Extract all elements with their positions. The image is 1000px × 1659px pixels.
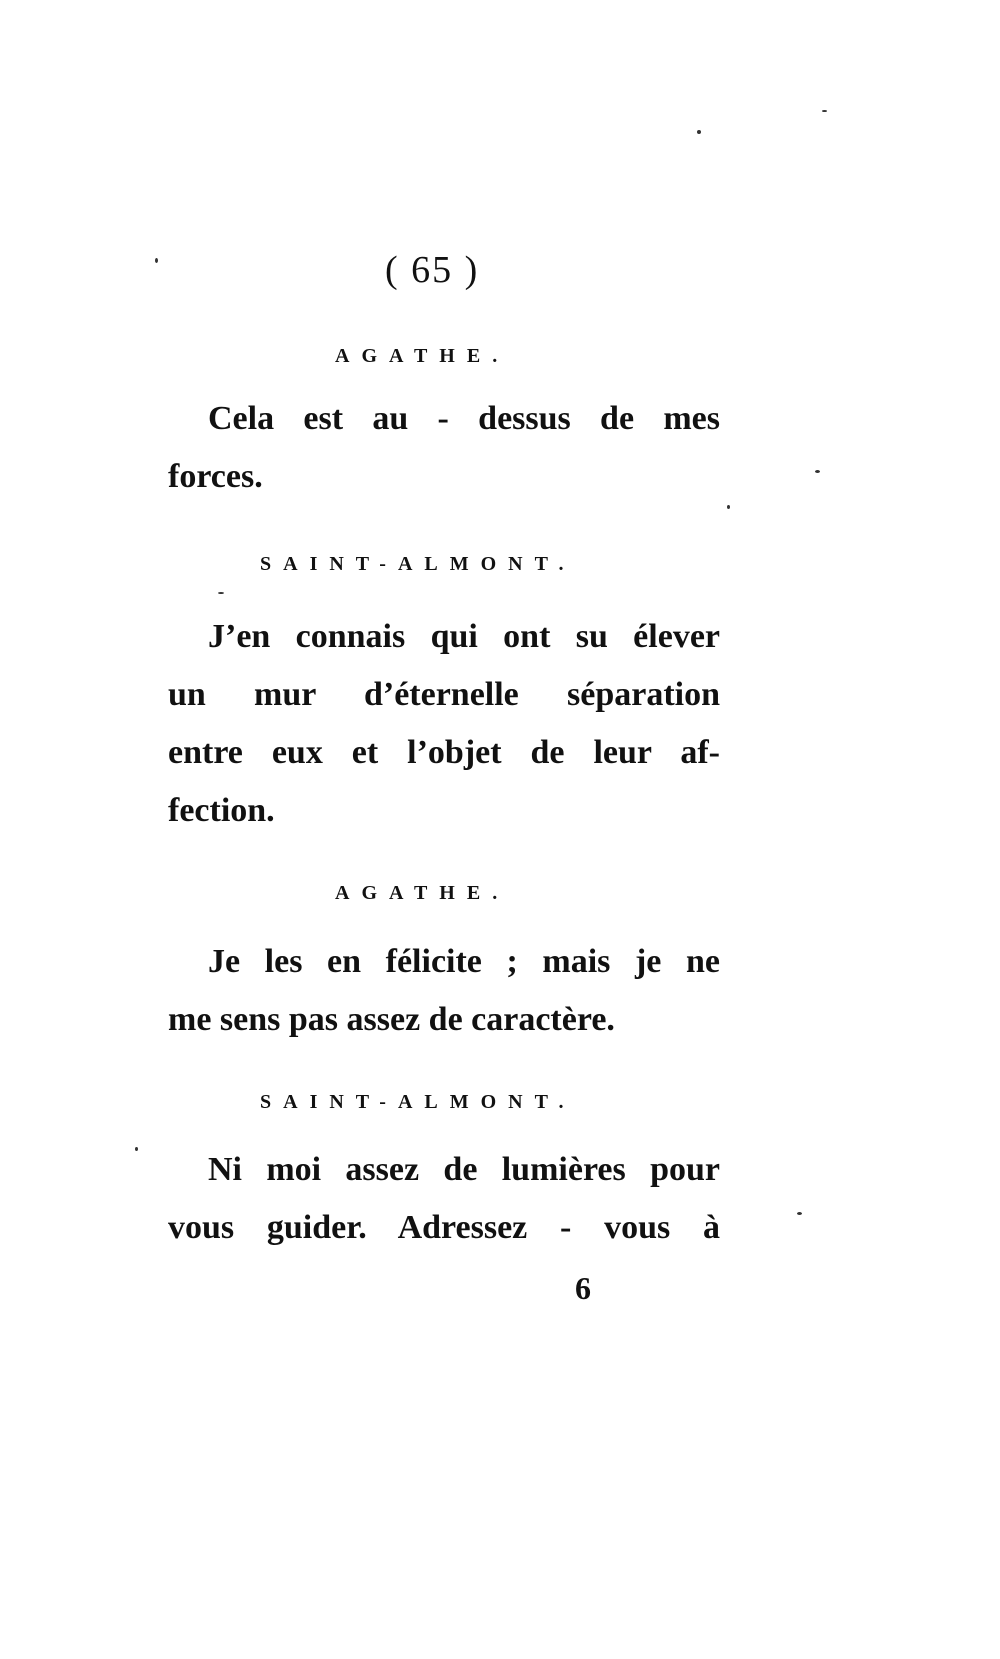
page-number: ( 65 ) <box>385 249 480 291</box>
scan-speck <box>797 1212 802 1215</box>
scan-speck <box>815 470 820 473</box>
speech-line: vous guider. Adressez - vous à <box>168 1209 720 1246</box>
speaker-name: SAINT-ALMONT. <box>260 1091 576 1113</box>
speech-line: un mur d’éternelle séparation <box>168 676 720 713</box>
scan-speck <box>822 110 827 112</box>
speech-line: Je les en félicite ; mais je ne <box>208 943 720 980</box>
speech-line: Cela est au - dessus de mes <box>208 400 720 437</box>
scan-speck <box>727 505 730 509</box>
scan-speck <box>135 1147 138 1151</box>
speaker-name: SAINT-ALMONT. <box>260 553 576 575</box>
signature-mark: 6 <box>575 1270 591 1306</box>
speech-line: forces. <box>168 458 263 495</box>
speaker-name: AGATHE. <box>335 345 510 367</box>
speech-line: me sens pas assez de caractère. <box>168 1001 615 1038</box>
speech-line: entre eux et l’objet de leur af- <box>168 734 720 771</box>
speech-line: Ni moi assez de lumières pour <box>208 1151 720 1188</box>
speaker-name: AGATHE. <box>335 882 510 904</box>
speech-line: J’en connais qui ont su élever <box>208 618 720 655</box>
scan-speck <box>155 258 158 263</box>
speech-line: fection. <box>168 792 275 829</box>
scan-speck <box>697 130 701 134</box>
scan-speck <box>218 592 224 594</box>
